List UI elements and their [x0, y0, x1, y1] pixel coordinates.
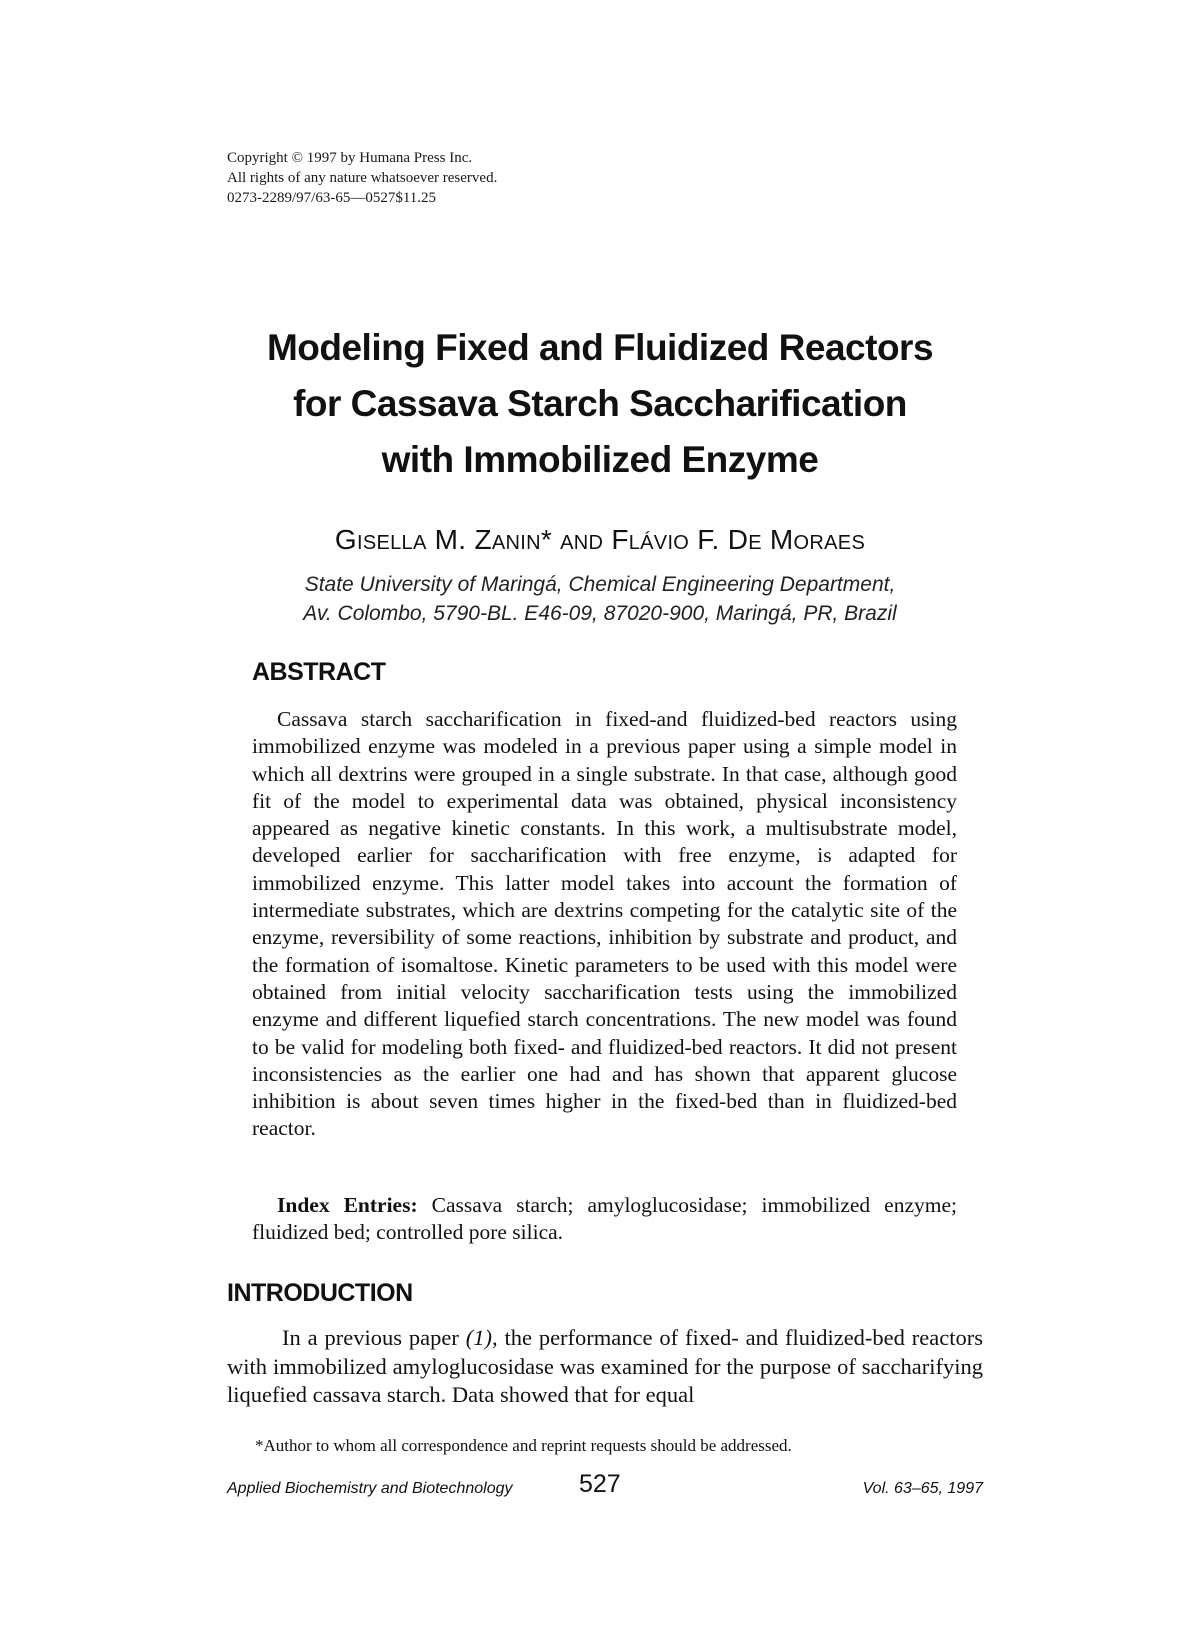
title-line-2: for Cassava Starch Saccharification [293, 383, 907, 424]
volume-info: Vol. 63–65, 1997 [862, 1480, 983, 1497]
affiliation-line-1: State University of Maringá, Chemical Engineering Department, [304, 573, 896, 596]
paper-title [240, 320, 960, 488]
rights-line: All rights of any nature whatsoever reserved. [227, 170, 498, 186]
author-list: Gisella M. Zanin* and Flávio F. De Moraes [334, 524, 866, 555]
intro-text-continued: , the performance of fixed- and fluidized-bed reactors with immobilized amyloglucosidase was examined for the purpose of saccharifying liquefied cassava starch. Data showed that for equal [227, 1325, 983, 1408]
copyright-notice [227, 148, 727, 208]
index-entries [252, 1192, 957, 1247]
introduction-body [227, 1324, 983, 1410]
journal-name: Applied Biochemistry and Biotechnology [227, 1480, 513, 1497]
affiliation [240, 570, 960, 628]
author-footnote: *Author to whom all correspondence and reprint requests should be addressed. [255, 1436, 792, 1455]
title-line-3: with Immobilized Enzyme [381, 439, 819, 480]
page-number: 527 [579, 1470, 621, 1498]
page-footer [227, 1470, 983, 1504]
intro-text-start: In a previous paper [282, 1325, 466, 1350]
issn-line: 0273-2289/97/63-65—0527$11.25 [227, 190, 437, 206]
abstract-heading: ABSTRACT [252, 658, 386, 686]
title-line-1: Modeling Fixed and Fluidized Reactors [266, 327, 934, 368]
abstract-body: Cassava starch saccharification in fixed-and fluidized-bed reactors using immobilized enzyme was modeled in a previous paper using a simple model in which all dextrins were grouped in a single substrate. In that case, although good fit of the model to experimental data was obtained, physical inconsistency appeared as negative kinetic constants. In this work, a multisubstrate model, developed earlier for saccharification with free enzyme, is adapted for immobilized enzyme. This latter model takes into account the formation of intermediate substrates, which are dextrins competing for the catalytic site of the enzyme, reversibility of some reactions, inhibition by substrate and product, and the formation of isomaltose. Kinetic parameters to be used with this model were obtained from initial velocity saccharification tests using the immobilized enzyme and different liquefied starch concentrations. The new model was found to be valid for modeling both fixed- and fluidized-bed reactors. It did not present inconsistencies as the earlier one had and has shown that apparent glucose inhibition is about seven times higher in the fixed-bed than in fluidized-bed reactor. [252, 707, 957, 1141]
introduction-heading: INTRODUCTION [227, 1279, 413, 1307]
index-entries-text: Cassava starch; amyloglucosidase; immobilized enzyme; fluidized bed; controlled pore silica. [252, 1193, 957, 1245]
citation-reference: (1) [465, 1325, 492, 1350]
index-entries-label: Index Entries: [277, 1193, 418, 1217]
copyright-line: Copyright © 1997 by Humana Press Inc. [227, 150, 473, 166]
affiliation-line-2: Av. Colombo, 5790-BL. E46-09, 87020-900, Maringá, PR, Brazil [303, 602, 897, 625]
